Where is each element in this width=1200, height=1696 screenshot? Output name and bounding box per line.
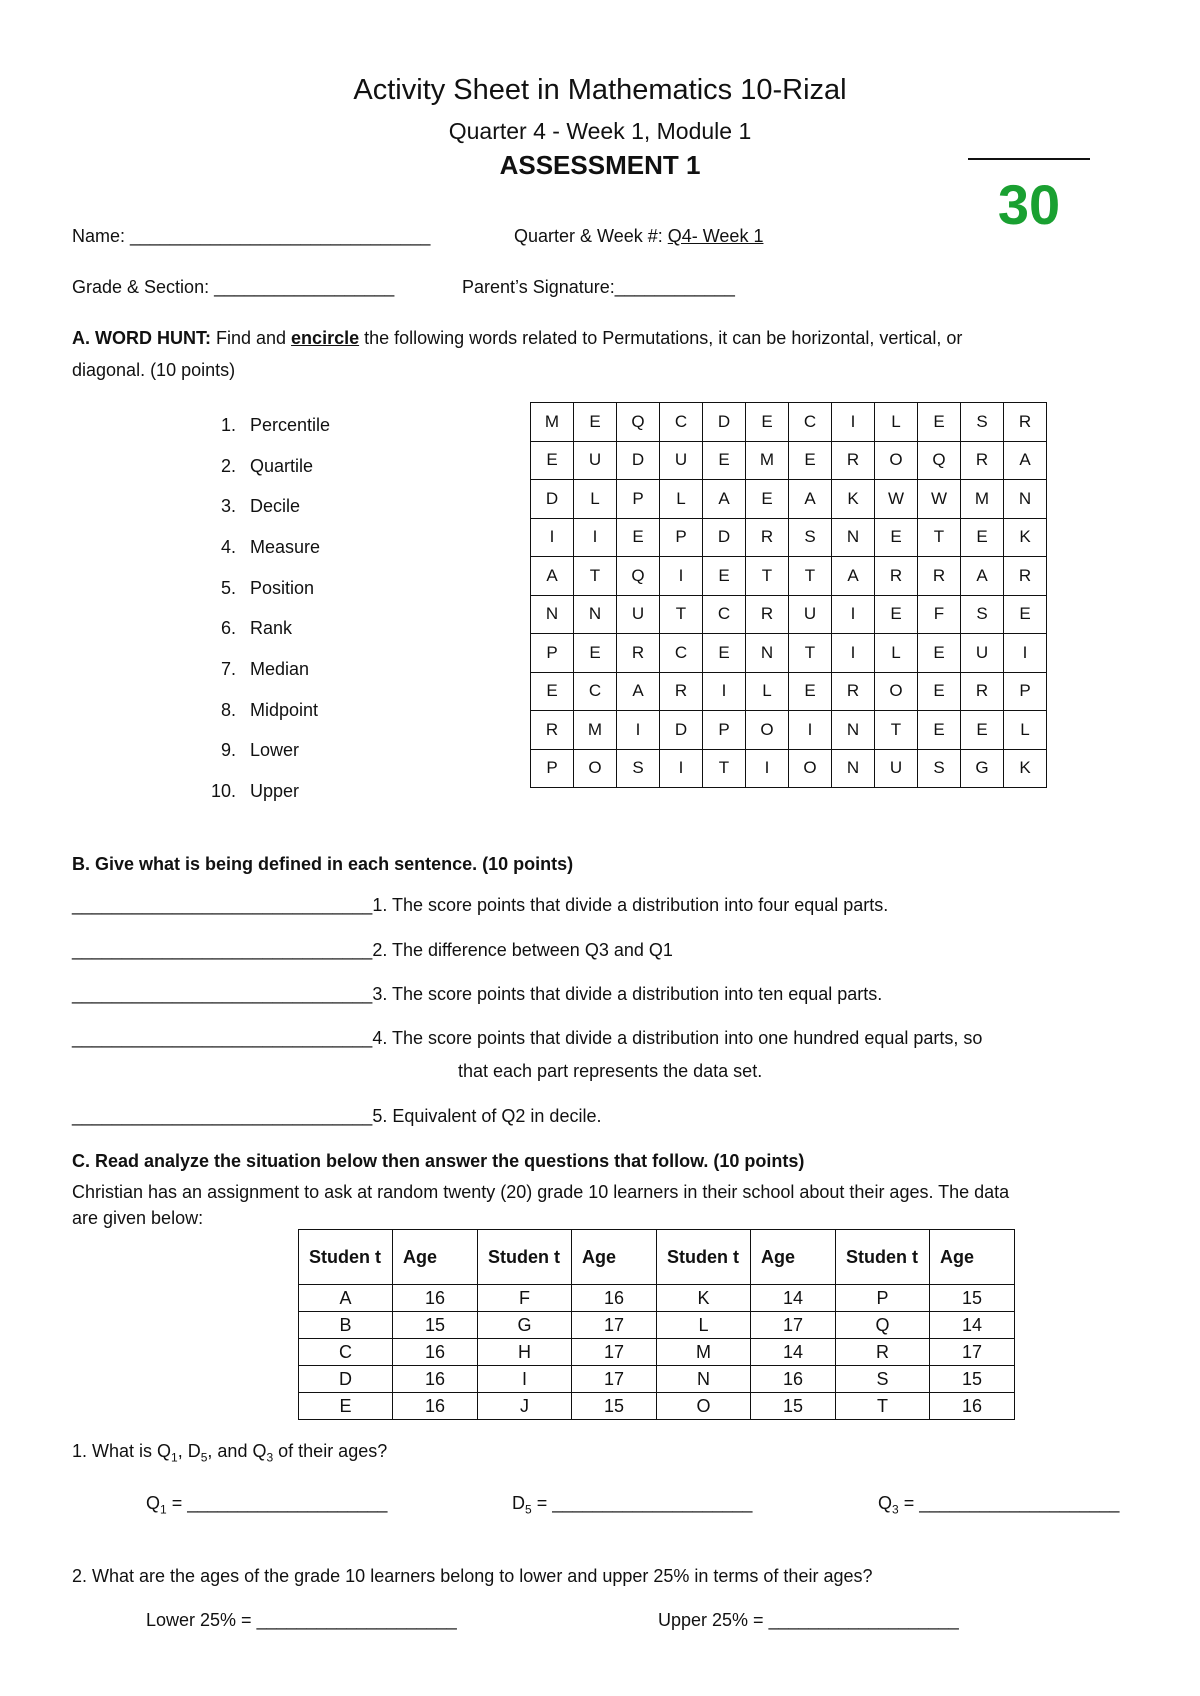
grid-cell[interactable]: E <box>703 557 746 596</box>
question-2: 2. What are the ages of the grade 10 learners belong to lower and upper 25% in terms of their ages? <box>72 1566 873 1586</box>
word-list <box>200 405 460 812</box>
grid-cell[interactable]: R <box>1004 403 1047 442</box>
grid-cell[interactable]: E <box>875 518 918 557</box>
grid-cell[interactable]: Q <box>918 441 961 480</box>
grid-cell[interactable]: C <box>660 403 703 442</box>
grid-cell[interactable]: E <box>617 518 660 557</box>
answer-blank[interactable]: ______________________________ <box>72 940 373 960</box>
grid-cell[interactable]: N <box>832 711 875 750</box>
age-cell: 15 <box>393 1312 478 1339</box>
grid-cell[interactable]: E <box>875 595 918 634</box>
grid-cell[interactable]: R <box>918 557 961 596</box>
grid-cell[interactable]: R <box>617 634 660 673</box>
grid-cell[interactable]: E <box>574 634 617 673</box>
grid-cell[interactable]: E <box>918 403 961 442</box>
grid-cell[interactable]: E <box>531 441 574 480</box>
answer-sub: 1 <box>160 1502 167 1517</box>
col-age: Age <box>393 1230 478 1285</box>
student-cell: H <box>478 1339 572 1366</box>
grid-cell[interactable]: I <box>832 403 875 442</box>
upper-25-answer[interactable]: Upper 25% = ___________________ <box>658 1610 959 1630</box>
grid-cell[interactable]: T <box>789 557 832 596</box>
grid-cell[interactable]: E <box>918 711 961 750</box>
grid-cell[interactable]: D <box>703 518 746 557</box>
grade-section-field[interactable]: Grade & Section: __________________ <box>72 277 395 297</box>
student-cell: F <box>478 1285 572 1312</box>
grid-cell[interactable]: P <box>1004 672 1047 711</box>
col-age: Age <box>572 1230 657 1285</box>
grid-cell[interactable]: Q <box>617 403 660 442</box>
word-list-item <box>200 568 460 609</box>
grid-cell[interactable]: K <box>832 480 875 519</box>
section-a-instructions <box>72 322 1152 386</box>
grid-cell[interactable]: E <box>918 672 961 711</box>
grid-row <box>531 403 1047 442</box>
intro-line-2: are given below: <box>72 1208 204 1228</box>
table-row <box>299 1312 1015 1339</box>
grid-cell[interactable]: I <box>574 518 617 557</box>
student-cell: G <box>478 1312 572 1339</box>
grid-cell[interactable]: M <box>531 403 574 442</box>
answer-sub: 5 <box>525 1502 532 1517</box>
age-cell: 17 <box>572 1312 657 1339</box>
age-cell: 14 <box>930 1312 1015 1339</box>
name-field[interactable]: Name: ______________________________ <box>72 226 431 246</box>
age-cell: 15 <box>751 1393 836 1420</box>
grid-cell[interactable]: O <box>574 749 617 788</box>
grid-cell[interactable]: D <box>531 480 574 519</box>
grid-cell[interactable]: R <box>961 672 1004 711</box>
grid-cell[interactable]: T <box>746 557 789 596</box>
student-cell: S <box>836 1366 930 1393</box>
grid-cell[interactable]: K <box>1004 518 1047 557</box>
age-cell: 16 <box>393 1339 478 1366</box>
grid-row <box>531 749 1047 788</box>
answer-blank[interactable]: = ____________________ <box>898 1493 1120 1513</box>
q1-text: 1. What is Q <box>72 1441 172 1461</box>
grid-cell[interactable]: L <box>875 403 918 442</box>
student-cell: R <box>836 1339 930 1366</box>
table-row <box>299 1393 1015 1420</box>
grid-cell[interactable]: C <box>789 403 832 442</box>
word-text: Percentile <box>250 414 331 435</box>
grid-cell[interactable]: E <box>789 441 832 480</box>
word-number: 7. <box>220 658 236 679</box>
grid-cell[interactable]: T <box>918 518 961 557</box>
age-cell: 15 <box>572 1393 657 1420</box>
intro-line-1: Christian has an assignment to ask at random twenty (20) grade 10 learners in their school about their ages. The data <box>72 1182 1010 1202</box>
grid-cell[interactable]: T <box>574 557 617 596</box>
grid-cell[interactable]: D <box>617 441 660 480</box>
grid-cell[interactable]: U <box>617 595 660 634</box>
score-value: 30 <box>997 173 1061 236</box>
age-cell: 16 <box>572 1285 657 1312</box>
word-text: Midpoint <box>250 699 319 720</box>
grid-cell[interactable]: E <box>918 634 961 673</box>
grid-cell[interactable]: N <box>574 595 617 634</box>
section-c-intro <box>72 1179 1162 1231</box>
student-cell: K <box>657 1285 751 1312</box>
grid-cell[interactable]: A <box>789 480 832 519</box>
grid-cell[interactable]: S <box>961 403 1004 442</box>
word-list-item <box>200 649 460 690</box>
col-age: Age <box>751 1230 836 1285</box>
answer-label: Q <box>146 1493 161 1513</box>
grid-row <box>531 518 1047 557</box>
grid-row <box>531 557 1047 596</box>
word-number: 6. <box>220 618 236 639</box>
grid-cell[interactable]: L <box>1004 711 1047 750</box>
answer-blank[interactable]: ______________________________ <box>72 895 373 915</box>
age-cell: 15 <box>930 1366 1015 1393</box>
grid-cell[interactable]: I <box>832 595 875 634</box>
grid-cell[interactable]: A <box>617 672 660 711</box>
grid-cell[interactable]: L <box>660 480 703 519</box>
col-student: Studen t <box>299 1230 393 1285</box>
grid-cell[interactable]: L <box>875 634 918 673</box>
grid-cell[interactable]: M <box>746 441 789 480</box>
age-cell: 16 <box>393 1393 478 1420</box>
grid-cell[interactable]: M <box>574 711 617 750</box>
answer-label: Q <box>878 1493 893 1513</box>
grid-cell[interactable]: F <box>918 595 961 634</box>
student-cell: I <box>478 1366 572 1393</box>
grid-cell[interactable]: A <box>832 557 875 596</box>
answer-blank[interactable]: ______________________________ <box>72 984 373 1004</box>
word-number: 10. <box>210 781 236 802</box>
grid-cell[interactable]: P <box>531 749 574 788</box>
word-text: Rank <box>250 618 293 639</box>
word-list-item <box>200 771 460 812</box>
grid-cell[interactable]: R <box>746 518 789 557</box>
grid-cell[interactable]: E <box>703 441 746 480</box>
age-cell: 17 <box>572 1339 657 1366</box>
grid-cell[interactable]: S <box>918 749 961 788</box>
grid-cell[interactable]: E <box>1004 595 1047 634</box>
definition-row <box>72 895 1152 916</box>
q1-text: , D <box>177 1441 201 1461</box>
quarter-week-label: Quarter & Week #: <box>514 226 663 246</box>
ages-table <box>298 1229 1015 1420</box>
student-cell: B <box>299 1312 393 1339</box>
age-cell: 17 <box>751 1312 836 1339</box>
page-title: Activity Sheet in Mathematics 10-Rizal <box>353 74 847 106</box>
grid-row <box>531 595 1047 634</box>
grid-cell[interactable]: S <box>961 595 1004 634</box>
word-hunt-grid[interactable] <box>530 402 1047 788</box>
grid-cell[interactable]: P <box>617 480 660 519</box>
student-cell: C <box>299 1339 393 1366</box>
grid-cell[interactable]: U <box>660 441 703 480</box>
grid-cell[interactable]: U <box>789 595 832 634</box>
grid-row <box>531 480 1047 519</box>
student-cell: N <box>657 1366 751 1393</box>
student-cell: O <box>657 1393 751 1420</box>
score-line <box>968 158 1090 160</box>
grid-cell[interactable]: U <box>875 749 918 788</box>
grid-cell[interactable]: T <box>875 711 918 750</box>
age-cell: 16 <box>930 1393 1015 1420</box>
grid-cell[interactable]: C <box>574 672 617 711</box>
grid-cell[interactable]: U <box>574 441 617 480</box>
age-cell: 14 <box>751 1285 836 1312</box>
grid-cell[interactable]: N <box>531 595 574 634</box>
age-cell: 16 <box>751 1366 836 1393</box>
section-a-text: Find and <box>210 328 292 348</box>
grid-cell[interactable]: D <box>660 711 703 750</box>
word-list-item <box>200 486 460 527</box>
age-cell: 14 <box>751 1339 836 1366</box>
question-1 <box>72 1441 387 1465</box>
answer-blank[interactable]: = ____________________ <box>531 1493 753 1513</box>
grid-cell[interactable]: E <box>703 634 746 673</box>
col-student: Studen t <box>836 1230 930 1285</box>
word-number: 4. <box>220 536 236 557</box>
answer-blank[interactable]: ______________________________ <box>72 1106 373 1126</box>
grid-cell[interactable]: N <box>1004 480 1047 519</box>
quarter-week-value: Q4- Week 1 <box>667 226 764 246</box>
table-row <box>299 1339 1015 1366</box>
answer-q3[interactable] <box>878 1493 1119 1517</box>
grid-cell[interactable]: O <box>746 711 789 750</box>
word-list-item <box>200 690 460 731</box>
student-cell: P <box>836 1285 930 1312</box>
word-number: 8. <box>220 699 236 720</box>
grid-cell[interactable]: A <box>703 480 746 519</box>
section-a-text-3: diagonal. (10 points) <box>72 360 236 380</box>
definition-text: 5. Equivalent of Q2 in decile. <box>372 1106 602 1126</box>
word-text: Median <box>250 658 310 679</box>
grid-row <box>531 672 1047 711</box>
grid-cell[interactable]: P <box>660 518 703 557</box>
assessment-heading: ASSESSMENT 1 <box>499 150 701 180</box>
grid-cell[interactable]: N <box>832 518 875 557</box>
grid-cell[interactable]: O <box>875 672 918 711</box>
grid-cell[interactable]: T <box>660 595 703 634</box>
lower-25-answer[interactable]: Lower 25% = ____________________ <box>146 1610 457 1630</box>
word-number: 2. <box>220 455 236 476</box>
age-cell: 15 <box>930 1285 1015 1312</box>
student-cell: Q <box>836 1312 930 1339</box>
grid-cell[interactable]: R <box>1004 557 1047 596</box>
word-list-item <box>200 731 460 772</box>
grid-row <box>531 441 1047 480</box>
word-list-item <box>200 405 460 446</box>
definition-text: 2. The difference between Q3 and Q1 <box>372 940 673 960</box>
definition-text: 1. The score points that divide a distribution into four equal parts. <box>372 895 889 915</box>
grid-cell[interactable]: I <box>1004 634 1047 673</box>
grid-cell[interactable]: R <box>832 441 875 480</box>
grid-cell[interactable]: I <box>746 749 789 788</box>
grid-cell[interactable]: Q <box>617 557 660 596</box>
encircle-word: encircle <box>291 328 360 348</box>
grid-cell[interactable]: G <box>961 749 1004 788</box>
grid-cell[interactable]: U <box>961 634 1004 673</box>
grid-cell[interactable]: R <box>531 711 574 750</box>
page-subtitle: Quarter 4 - Week 1, Module 1 <box>448 118 752 144</box>
definition-row <box>72 1106 1152 1127</box>
grid-cell[interactable]: A <box>961 557 1004 596</box>
grid-cell[interactable]: E <box>961 518 1004 557</box>
grid-cell[interactable]: S <box>789 518 832 557</box>
answer-label: D <box>512 1493 525 1513</box>
grid-cell[interactable]: O <box>789 749 832 788</box>
word-text: Measure <box>250 536 321 557</box>
section-a-head: A. WORD HUNT: <box>72 328 211 348</box>
q1-sub: 3 <box>266 1450 274 1465</box>
grid-cell[interactable]: L <box>746 672 789 711</box>
student-cell: J <box>478 1393 572 1420</box>
student-cell: T <box>836 1393 930 1420</box>
answer-q1[interactable] <box>146 1493 387 1517</box>
table-header-row <box>299 1230 1015 1285</box>
student-cell: A <box>299 1285 393 1312</box>
grid-cell[interactable]: N <box>832 749 875 788</box>
age-cell: 17 <box>572 1366 657 1393</box>
student-cell: E <box>299 1393 393 1420</box>
grid-cell[interactable]: S <box>617 749 660 788</box>
answer-d5[interactable] <box>512 1493 752 1517</box>
grid-cell[interactable]: W <box>918 480 961 519</box>
grid-cell[interactable]: I <box>832 634 875 673</box>
word-text: Lower <box>250 740 300 761</box>
quarter-week-field <box>514 226 763 247</box>
grid-cell[interactable]: T <box>703 749 746 788</box>
parent-signature-field[interactable]: Parent’s Signature:____________ <box>462 277 735 297</box>
q1-text: , and Q <box>207 1441 267 1461</box>
col-student: Studen t <box>657 1230 751 1285</box>
grid-cell[interactable]: I <box>660 557 703 596</box>
grid-cell[interactable]: E <box>531 672 574 711</box>
section-c-head: C. Read analyze the situation below then answer the questions that follow. (10 points) <box>72 1151 805 1171</box>
definition-text: 3. The score points that divide a distribution into ten equal parts. <box>372 984 883 1004</box>
age-cell: 17 <box>930 1339 1015 1366</box>
grid-cell[interactable]: P <box>531 634 574 673</box>
grid-cell[interactable]: E <box>746 403 789 442</box>
grid-cell[interactable]: O <box>875 441 918 480</box>
definition-row <box>72 984 1152 1005</box>
grid-cell[interactable]: C <box>703 595 746 634</box>
answer-sub: 3 <box>892 1502 899 1517</box>
q1-text: of their ages? <box>273 1441 388 1461</box>
answer-blank[interactable]: ______________________________ <box>72 1028 373 1048</box>
section-b-head: B. Give what is being defined in each sentence. (10 points) <box>72 854 574 874</box>
grid-cell[interactable]: R <box>832 672 875 711</box>
grid-cell[interactable]: I <box>617 711 660 750</box>
word-list-item <box>200 446 460 487</box>
grid-cell[interactable]: I <box>789 711 832 750</box>
grid-cell[interactable]: W <box>875 480 918 519</box>
section-a-text-2: the following words related to Permutations, it can be horizontal, vertical, or <box>359 328 963 348</box>
grid-cell[interactable]: E <box>574 403 617 442</box>
definition-row <box>72 940 1152 961</box>
grid-cell[interactable]: L <box>574 480 617 519</box>
grid-cell[interactable]: E <box>746 480 789 519</box>
word-list-item <box>200 527 460 568</box>
grid-cell[interactable]: T <box>789 634 832 673</box>
table-row <box>299 1366 1015 1393</box>
definition-text: 4. The score points that divide a distribution into one hundred equal parts, so <box>372 1028 983 1048</box>
grid-cell[interactable]: R <box>875 557 918 596</box>
grid-cell[interactable]: D <box>703 403 746 442</box>
word-number: 5. <box>220 577 236 598</box>
grid-cell[interactable]: I <box>531 518 574 557</box>
grid-cell[interactable]: I <box>703 672 746 711</box>
grid-cell[interactable]: E <box>961 711 1004 750</box>
student-cell: M <box>657 1339 751 1366</box>
grid-cell[interactable]: N <box>746 634 789 673</box>
word-text: Upper <box>250 781 300 802</box>
grid-row <box>531 634 1047 673</box>
age-cell: 16 <box>393 1285 478 1312</box>
grid-cell[interactable]: E <box>789 672 832 711</box>
definition-continuation: that each part represents the data set. <box>458 1061 763 1081</box>
age-cell: 16 <box>393 1366 478 1393</box>
q1-sub: 5 <box>200 1450 208 1465</box>
grid-cell[interactable]: P <box>703 711 746 750</box>
grid-cell[interactable]: I <box>660 749 703 788</box>
grid-cell[interactable]: A <box>531 557 574 596</box>
student-cell: D <box>299 1366 393 1393</box>
grid-row <box>531 711 1047 750</box>
word-number: 3. <box>220 496 236 517</box>
word-text: Position <box>250 577 315 598</box>
grid-cell[interactable]: R <box>746 595 789 634</box>
answer-blank[interactable]: = ____________________ <box>166 1493 388 1513</box>
definition-row <box>72 1028 1152 1049</box>
word-number: 9. <box>220 740 236 761</box>
word-list-item <box>200 608 460 649</box>
word-text: Decile <box>250 496 301 517</box>
grid-cell[interactable]: A <box>1004 441 1047 480</box>
q1-sub: 1 <box>171 1450 178 1465</box>
table-row <box>299 1285 1015 1312</box>
student-cell: L <box>657 1312 751 1339</box>
grid-cell[interactable]: R <box>660 672 703 711</box>
word-number: 1. <box>220 414 236 435</box>
grid-cell[interactable]: M <box>961 480 1004 519</box>
grid-cell[interactable]: C <box>660 634 703 673</box>
grid-cell[interactable]: K <box>1004 749 1047 788</box>
col-student: Studen t <box>478 1230 572 1285</box>
word-text: Quartile <box>250 455 314 476</box>
grid-cell[interactable]: R <box>961 441 1004 480</box>
col-age: Age <box>930 1230 1015 1285</box>
